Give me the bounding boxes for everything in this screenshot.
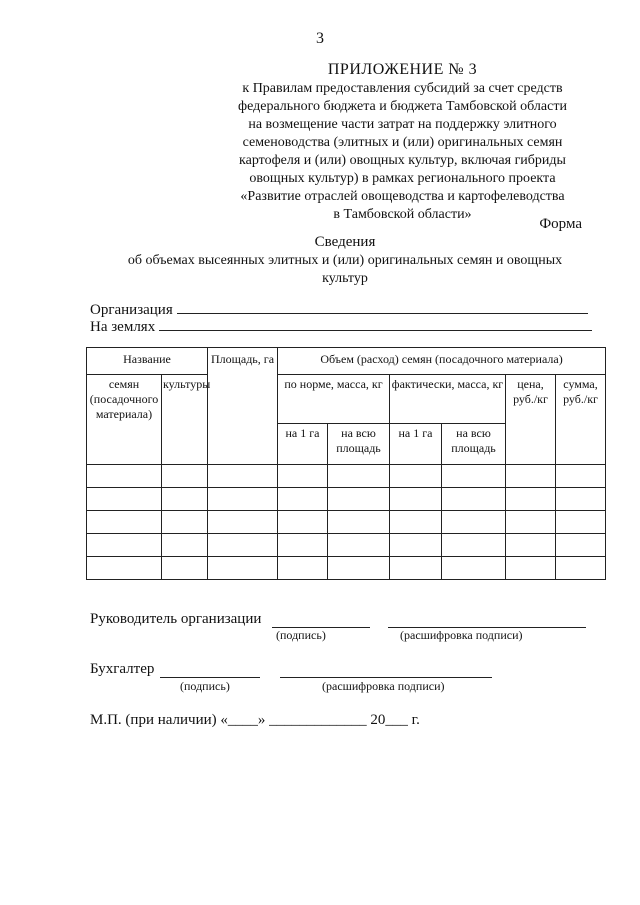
appendix-title: ПРИЛОЖЕНИЕ № 3	[327, 61, 478, 78]
page-number: 3	[316, 30, 324, 47]
appendix-line: на возмещение части затрат на поддержку элитного	[248, 117, 557, 132]
appendix-line: в Тамбовской области»	[333, 207, 472, 222]
table-cell[interactable]	[208, 557, 278, 580]
table-cell[interactable]	[87, 465, 162, 488]
table-cell[interactable]	[442, 511, 506, 534]
table-cell[interactable]	[556, 534, 606, 557]
appendix-line: федерального бюджета и бюджета Тамбовской области	[238, 99, 567, 114]
table-row	[87, 534, 606, 557]
table-cell[interactable]	[328, 534, 390, 557]
land-field	[90, 318, 592, 336]
head-label: Руководитель организации	[90, 611, 262, 627]
table-cell[interactable]	[278, 465, 328, 488]
document-title: Сведения	[314, 234, 376, 250]
organization-label: Организация	[90, 302, 173, 318]
header-seeds: семян (посадочного материала)	[87, 375, 162, 465]
table-cell[interactable]	[162, 511, 208, 534]
table-row	[87, 465, 606, 488]
table-cell[interactable]	[87, 511, 162, 534]
table-cell[interactable]	[162, 465, 208, 488]
table-cell[interactable]	[162, 557, 208, 580]
table-cell[interactable]	[390, 511, 442, 534]
accountant-signature-caption: (подпись)	[180, 679, 230, 693]
organization-field	[90, 301, 588, 319]
header-price: цена, руб./кг	[506, 375, 556, 465]
table-cell[interactable]	[278, 557, 328, 580]
table-cell[interactable]	[506, 557, 556, 580]
table-cell[interactable]	[162, 534, 208, 557]
table-row	[87, 488, 606, 511]
head-signature-caption: (подпись)	[276, 628, 326, 642]
header-name: Название	[87, 348, 208, 375]
table-cell[interactable]	[556, 557, 606, 580]
table-cell[interactable]	[162, 488, 208, 511]
table-cell[interactable]	[442, 465, 506, 488]
table-row	[87, 557, 606, 580]
table-cell[interactable]	[208, 511, 278, 534]
header-norm: по норме, масса, кг	[278, 375, 390, 424]
table-cell[interactable]	[506, 488, 556, 511]
organization-input-line[interactable]	[177, 301, 588, 314]
table-cell[interactable]	[556, 511, 606, 534]
appendix-header	[205, 60, 600, 224]
land-input-line[interactable]	[159, 318, 592, 331]
table-cell[interactable]	[442, 488, 506, 511]
table-cell[interactable]	[556, 488, 606, 511]
table-cell[interactable]	[442, 534, 506, 557]
table-cell[interactable]	[390, 465, 442, 488]
table-cell[interactable]	[278, 534, 328, 557]
form-label: Форма	[539, 216, 582, 232]
table-cell[interactable]	[556, 465, 606, 488]
head-decode-caption: (расшифровка подписи)	[400, 628, 523, 642]
table-body	[87, 465, 606, 580]
table-cell[interactable]	[442, 557, 506, 580]
header-norm-total: на всю площадь	[328, 424, 390, 465]
header-actual: фактически, масса, кг	[390, 375, 506, 424]
table-row	[87, 511, 606, 534]
header-crop: культуры	[162, 375, 208, 465]
document-subtitle	[95, 252, 595, 288]
subtitle-line: об объемах высеянных элитных и (или) оригинальных семян и овощных	[127, 253, 563, 268]
header-norm-per-ha: на 1 га	[278, 424, 328, 465]
stamp-date-line: М.П. (при наличии) «____» _____________ 20___ г.	[90, 712, 420, 728]
table-cell[interactable]	[328, 465, 390, 488]
table-cell[interactable]	[390, 534, 442, 557]
table-cell[interactable]	[87, 557, 162, 580]
table-cell[interactable]	[87, 488, 162, 511]
table-cell[interactable]	[506, 465, 556, 488]
seed-volume-table	[86, 347, 606, 580]
table-cell[interactable]	[208, 465, 278, 488]
header-actual-per-ha: на 1 га	[390, 424, 442, 465]
header-area: Площадь, га	[208, 348, 278, 465]
accountant-label: Бухгалтер	[90, 661, 155, 677]
header-sum: сумма, руб./кг	[556, 375, 606, 465]
table-cell[interactable]	[506, 511, 556, 534]
appendix-line: семеноводства (элитных и (или) оригинальных семян	[242, 135, 563, 150]
table-cell[interactable]	[328, 511, 390, 534]
table-cell[interactable]	[278, 511, 328, 534]
appendix-line: к Правилам предоставления субсидий за счет средств	[242, 81, 563, 96]
appendix-line: картофеля и (или) овощных культур, включая гибриды	[239, 153, 566, 168]
table-cell[interactable]	[328, 557, 390, 580]
table-cell[interactable]	[506, 534, 556, 557]
accountant-decode-caption: (расшифровка подписи)	[322, 679, 445, 693]
subtitle-line: культур	[322, 271, 368, 286]
table-cell[interactable]	[208, 534, 278, 557]
header-actual-total: на всю площадь	[442, 424, 506, 465]
accountant-signature-line[interactable]	[160, 676, 260, 678]
accountant-decode-line[interactable]	[280, 676, 492, 678]
table-cell[interactable]	[328, 488, 390, 511]
table-cell[interactable]	[390, 488, 442, 511]
table-cell[interactable]	[87, 534, 162, 557]
table-cell[interactable]	[278, 488, 328, 511]
appendix-line: овощных культур) в рамках регионального проекта	[249, 171, 556, 186]
appendix-line: «Развитие отраслей овощеводства и картофелеводства	[240, 189, 565, 204]
table-cell[interactable]	[208, 488, 278, 511]
header-volume: Объем (расход) семян (посадочного материала)	[278, 348, 606, 375]
land-label: На землях	[90, 319, 156, 335]
table-cell[interactable]	[390, 557, 442, 580]
